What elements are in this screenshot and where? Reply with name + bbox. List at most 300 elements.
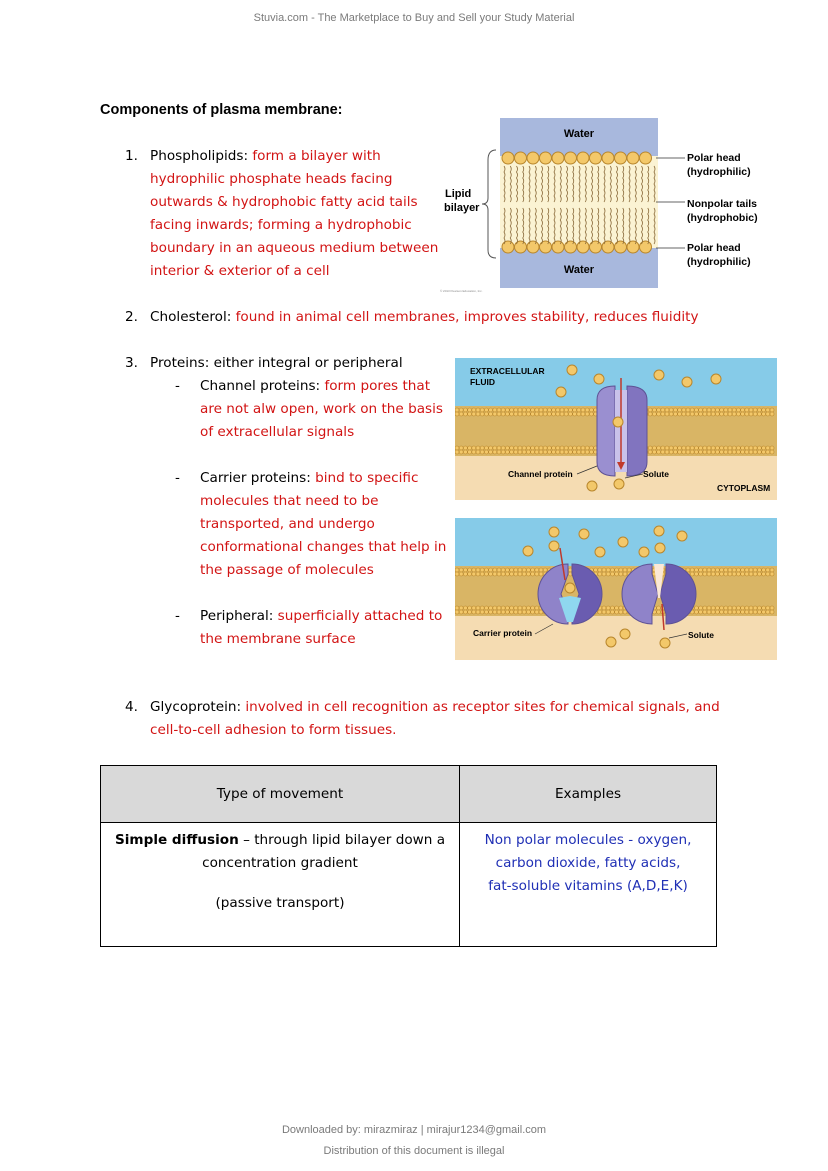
- phospholipid-head: [510, 610, 514, 614]
- phospholipid-head: [703, 610, 707, 614]
- phospholipid-head: [762, 572, 766, 576]
- phospholipid-head: [753, 446, 757, 450]
- phospholipid-head: [463, 408, 467, 412]
- phospholipid-head: [540, 241, 552, 253]
- phospholipid-head: [757, 446, 761, 450]
- phospholipid-head: [715, 450, 719, 454]
- phospholipid-head: [711, 572, 715, 576]
- phospholipid-head: [459, 610, 463, 614]
- solute-label-channel: Solute: [643, 469, 669, 479]
- phospholipid-head: [522, 610, 526, 614]
- movement-table: [100, 765, 717, 947]
- phospholipid-head: [736, 572, 740, 576]
- phospholipid-head: [610, 568, 614, 572]
- phospholipid-head: [686, 446, 690, 450]
- phospholipid-head: [711, 610, 715, 614]
- phospholipid-head: [484, 412, 488, 416]
- phospholipid-head: [515, 241, 527, 253]
- phospholipid-head: [749, 568, 753, 572]
- item-4-glycoprotein: Glycoprotein: involved in cell recognition as receptor sites for chemical signals, and cell-to-cell adhesion to form tissues.: [150, 699, 720, 738]
- phospholipid-head: [489, 572, 493, 576]
- phospholipid-head: [455, 446, 459, 450]
- phospholipid-head: [476, 568, 480, 572]
- phospholipid-head: [661, 412, 665, 416]
- header-examples: Examples: [460, 766, 717, 823]
- phospholipid-head: [741, 610, 745, 614]
- phospholipid-head: [686, 568, 690, 572]
- phospholipid-head: [539, 568, 543, 572]
- phospholipid-head: [502, 241, 514, 253]
- phospholipid-head: [699, 408, 703, 412]
- phospholipid-head: [627, 568, 631, 572]
- phospholipid-head: [711, 408, 715, 412]
- phospholipid-head: [468, 408, 472, 412]
- phospholipid-head: [745, 408, 749, 412]
- phospholipid-head: [749, 408, 753, 412]
- phospholipid-head: [531, 446, 535, 450]
- water-top-label: Water: [563, 128, 595, 140]
- phospholipid-head: [535, 572, 539, 576]
- phospholipid-head: [661, 450, 665, 454]
- phospholipid-head: [526, 572, 530, 576]
- phospholipid-head: [568, 408, 572, 412]
- phospholipid-head: [505, 412, 509, 416]
- phospholipid-head: [753, 572, 757, 576]
- phospholipid-head: [728, 412, 732, 416]
- phospholipid-head: [540, 152, 552, 164]
- phospholipid-head: [699, 412, 703, 416]
- phospholipid-head: [560, 408, 564, 412]
- phospholipid-head: [501, 446, 505, 450]
- phospholipid-head: [573, 408, 577, 412]
- phospholipid-head: [514, 572, 518, 576]
- phospholipid-head: [732, 572, 736, 576]
- phospholipid-head: [497, 572, 501, 576]
- phospholipid-head: [476, 572, 480, 576]
- phospholipid-head: [690, 412, 694, 416]
- phospholipid-head: [707, 446, 711, 450]
- phospholipid-head: [489, 568, 493, 572]
- phospholipid-head: [669, 446, 673, 450]
- phospholipid-head: [606, 610, 610, 614]
- phospholipid-head: [610, 610, 614, 614]
- phospholipid-head: [510, 412, 514, 416]
- phospholipid-head: [766, 446, 770, 450]
- phospholipid-head: [665, 446, 669, 450]
- phospholipid-head: [543, 408, 547, 412]
- phospholipid-head: [484, 572, 488, 576]
- phospholipid-head: [720, 446, 724, 450]
- phospholipid-head: [745, 572, 749, 576]
- phospholipid-head: [577, 408, 581, 412]
- phospholipid-head: [515, 152, 527, 164]
- phospholipid-head: [518, 450, 522, 454]
- phospholipid-head: [657, 610, 661, 614]
- phospholipid-head: [770, 408, 774, 412]
- phospholipid-head: [686, 408, 690, 412]
- phospholipid-head: [468, 606, 472, 610]
- phospholipid-head: [493, 408, 497, 412]
- phospholipid-head: [711, 412, 715, 416]
- phospholipid-head: [472, 572, 476, 576]
- item-1-label: Phospholipids:: [150, 148, 253, 164]
- phospholipid-head: [673, 412, 677, 416]
- phospholipid-head: [724, 408, 728, 412]
- phospholipid-head: [501, 412, 505, 416]
- cytoplasm-label: CYTOPLASM: [717, 483, 771, 493]
- phospholipid-head: [480, 572, 484, 576]
- phospholipid-head: [472, 446, 476, 450]
- phospholipid-head: [707, 412, 711, 416]
- phospholipid-head: [770, 606, 774, 610]
- phospholipid-head: [741, 446, 745, 450]
- phospholipid-head: [568, 450, 572, 454]
- phospholipid-head: [757, 572, 761, 576]
- phospholipid-head: [501, 568, 505, 572]
- peripheral-dash: -: [175, 608, 180, 624]
- phospholipid-head: [707, 610, 711, 614]
- phospholipid-head: [699, 606, 703, 610]
- phospholipid-head: [741, 606, 745, 610]
- phospholipid-head: [489, 610, 493, 614]
- phospholipid-head: [468, 568, 472, 572]
- phospholipid-head: [619, 606, 623, 610]
- phospholipid-head: [602, 610, 606, 614]
- phospholipid-head: [594, 568, 598, 572]
- phospholipid-head: [598, 610, 602, 614]
- phospholipid-head: [652, 408, 656, 412]
- carrier-proteins-text: Carrier proteins: bind to specific molecules that need to be transported, and undergo conformational changes that help in the passage of molecules: [200, 470, 447, 578]
- phospholipid-head: [539, 408, 543, 412]
- phospholipid-head: [556, 408, 560, 412]
- phospholipid-head: [690, 568, 694, 572]
- phospholipid-head: [749, 572, 753, 576]
- phospholipid-head: [585, 450, 589, 454]
- phospholipid-head: [527, 152, 539, 164]
- footer-distribution: Distribution of this document is illegal: [323, 1145, 505, 1157]
- phospholipid-head: [640, 241, 652, 253]
- phospholipid-head: [757, 450, 761, 454]
- phospholipid-head: [762, 610, 766, 614]
- phospholipid-head: [468, 412, 472, 416]
- phospholipid-head: [518, 412, 522, 416]
- phospholipid-head: [661, 408, 665, 412]
- phospholipid-head: [505, 606, 509, 610]
- phospholipid-head: [459, 568, 463, 572]
- phospholipid-head: [552, 152, 564, 164]
- phospholipid-head: [753, 610, 757, 614]
- phospholipid-head: [741, 568, 745, 572]
- phospholipid-head: [757, 568, 761, 572]
- phospholipid-head: [493, 446, 497, 450]
- phospholipid-head: [522, 446, 526, 450]
- phospholipid-head: [728, 408, 732, 412]
- phospholipid-head: [715, 446, 719, 450]
- phospholipid-head: [652, 412, 656, 416]
- phospholipid-head: [573, 446, 577, 450]
- phospholipid-head: [720, 606, 724, 610]
- phospholipid-head: [489, 450, 493, 454]
- svg-text:(hydrophobic): (hydrophobic): [687, 212, 758, 224]
- simple-diffusion-examples: Non polar molecules - oxygen, carbon dioxide, fatty acids, fat-soluble vitamins (A,D,E,K): [460, 823, 717, 947]
- phospholipid-head: [526, 446, 530, 450]
- phospholipid-head: [497, 446, 501, 450]
- phospholipid-head: [766, 450, 770, 454]
- phospholipid-head: [497, 450, 501, 454]
- phospholipid-head: [526, 450, 530, 454]
- phospholipid-head: [682, 446, 686, 450]
- phospholipid-head: [581, 446, 585, 450]
- phospholipid-head: [652, 446, 656, 450]
- phospholipid-head: [568, 412, 572, 416]
- phospholipid-head: [652, 450, 656, 454]
- phospholipid-head: [615, 241, 627, 253]
- phospholipid-head: [531, 408, 535, 412]
- phospholipid-head: [484, 568, 488, 572]
- phospholipid-bilayer-figure: [440, 116, 770, 296]
- phospholipid-head: [581, 408, 585, 412]
- phospholipid-head: [770, 446, 774, 450]
- phospholipid-head: [463, 412, 467, 416]
- phospholipid-head: [741, 412, 745, 416]
- phospholipid-head: [732, 408, 736, 412]
- phospholipid-head: [497, 610, 501, 614]
- phospholipid-head: [459, 606, 463, 610]
- phospholipid-head: [463, 606, 467, 610]
- phospholipid-head: [766, 606, 770, 610]
- phospholipid-head: [568, 446, 572, 450]
- phospholipid-head: [539, 572, 543, 576]
- phospholipid-head: [732, 446, 736, 450]
- extracellular-label: EXTRACELLULAR: [470, 366, 545, 376]
- phospholipid-head: [476, 606, 480, 610]
- phospholipid-head: [459, 412, 463, 416]
- phospholipid-head: [590, 241, 602, 253]
- phospholipid-head: [715, 408, 719, 412]
- phospholipid-head: [531, 568, 535, 572]
- phospholipid-head: [766, 568, 770, 572]
- carrier-protein-figure: [455, 518, 777, 660]
- channel-protein-label: Channel protein: [508, 469, 573, 479]
- phospholipid-head: [745, 568, 749, 572]
- phospholipid-head: [648, 450, 652, 454]
- phospholipid-head: [707, 450, 711, 454]
- phospholipid-head: [539, 446, 543, 450]
- phospholipid-head: [472, 606, 476, 610]
- phospholipid-head: [543, 412, 547, 416]
- phospholipid-head: [531, 450, 535, 454]
- phospholipid-head: [543, 446, 547, 450]
- phospholipid-head: [720, 568, 724, 572]
- phospholipid-head: [463, 450, 467, 454]
- phospholipid-head: [463, 446, 467, 450]
- phospholipid-head: [577, 241, 589, 253]
- phospholipid-head: [749, 450, 753, 454]
- phospholipid-head: [493, 572, 497, 576]
- phospholipid-head: [531, 572, 535, 576]
- phospholipid-head: [484, 446, 488, 450]
- phospholipid-head: [552, 450, 556, 454]
- phospholipid-head: [505, 572, 509, 576]
- phospholipid-head: [732, 568, 736, 572]
- item-3-number: 3.: [125, 355, 138, 371]
- phospholipid-head: [707, 408, 711, 412]
- phospholipid-head: [564, 450, 568, 454]
- phospholipid-head: [472, 412, 476, 416]
- phospholipid-head: [694, 572, 698, 576]
- phospholipid-head: [598, 572, 602, 576]
- phospholipid-head: [736, 446, 740, 450]
- phospholipid-head: [590, 152, 602, 164]
- phospholipid-head: [577, 450, 581, 454]
- phospholipid-head: [560, 450, 564, 454]
- phospholipid-head: [535, 446, 539, 450]
- channel-proteins-text: Channel proteins: form pores that are not alw open, work on the basis of extracellular signals: [200, 378, 444, 440]
- phospholipid-head: [535, 610, 539, 614]
- phospholipid-head: [489, 412, 493, 416]
- polar-head-top-label: Polar head: [687, 152, 741, 164]
- phospholipid-head: [484, 450, 488, 454]
- phospholipid-head: [619, 610, 623, 614]
- phospholipid-head: [682, 450, 686, 454]
- phospholipid-head: [463, 610, 467, 614]
- phospholipid-head: [762, 606, 766, 610]
- phospholipid-head: [476, 450, 480, 454]
- phospholipid-head: [615, 568, 619, 572]
- phospholipid-head: [514, 446, 518, 450]
- phospholipid-head: [552, 241, 564, 253]
- phospholipid-head: [615, 152, 627, 164]
- phospholipid-head: [514, 408, 518, 412]
- phospholipid-head: [753, 412, 757, 416]
- phospholipid-head: [724, 412, 728, 416]
- phospholipid-head: [606, 572, 610, 576]
- phospholipid-head: [762, 408, 766, 412]
- phospholipid-head: [766, 412, 770, 416]
- phospholipid-head: [526, 408, 530, 412]
- item-2-cholesterol: Cholesterol: found in animal cell membranes, improves stability, reduces fluidity: [150, 309, 699, 325]
- phospholipid-head: [724, 610, 728, 614]
- phospholipid-head: [552, 408, 556, 412]
- phospholipid-head: [531, 610, 535, 614]
- phospholipid-head: [741, 450, 745, 454]
- phospholipid-head: [673, 408, 677, 412]
- footer-downloaded: Downloaded by: mirazmiraz | mirajur1234@gmail.com: [281, 1124, 547, 1136]
- phospholipid-head: [556, 446, 560, 450]
- phospholipid-head: [526, 610, 530, 614]
- phospholipid-head: [745, 446, 749, 450]
- phospholipid-head: [518, 610, 522, 614]
- phospholipid-head: [476, 446, 480, 450]
- phospholipid-head: [480, 606, 484, 610]
- phospholipid-head: [627, 241, 639, 253]
- phospholipid-head: [766, 572, 770, 576]
- phospholipid-head: [547, 408, 551, 412]
- phospholipid-head: [505, 408, 509, 412]
- phospholipid-head: [728, 446, 732, 450]
- phospholipid-head: [610, 572, 614, 576]
- phospholipid-head: [648, 446, 652, 450]
- phospholipid-head: [547, 446, 551, 450]
- phospholipid-head: [732, 610, 736, 614]
- phospholipid-head: [736, 408, 740, 412]
- phospholipid-head: [522, 408, 526, 412]
- phospholipid-head: [669, 412, 673, 416]
- phospholipid-head: [707, 606, 711, 610]
- phospholipid-head: [476, 412, 480, 416]
- phospholipid-head: [472, 568, 476, 572]
- phospholipid-head: [560, 446, 564, 450]
- phospholipid-head: [753, 568, 757, 572]
- phospholipid-head: [690, 450, 694, 454]
- phospholipid-head: [476, 408, 480, 412]
- item-3-proteins: Proteins: either integral or peripheral: [150, 355, 403, 371]
- phospholipid-head: [472, 450, 476, 454]
- phospholipid-head: [459, 450, 463, 454]
- section-title: Components of plasma membrane:: [100, 102, 343, 118]
- phospholipid-head: [732, 450, 736, 454]
- phospholipid-head: [535, 606, 539, 610]
- phospholipid-head: [720, 610, 724, 614]
- phospholipid-head: [501, 450, 505, 454]
- phospholipid-head: [762, 446, 766, 450]
- phospholipid-head: [703, 446, 707, 450]
- phospholipid-head: [459, 572, 463, 576]
- header-type-of-movement: Type of movement: [101, 766, 460, 823]
- phospholipid-head: [573, 412, 577, 416]
- phospholipid-head: [690, 446, 694, 450]
- phospholipid-head: [505, 610, 509, 614]
- phospholipid-head: [468, 610, 472, 614]
- phospholipid-head: [589, 450, 593, 454]
- phospholipid-head: [484, 610, 488, 614]
- water-bottom-label: Water: [563, 264, 595, 276]
- phospholipid-head: [510, 572, 514, 576]
- phospholipid-head: [522, 606, 526, 610]
- phospholipid-head: [589, 408, 593, 412]
- phospholipid-head: [602, 568, 606, 572]
- phospholipid-head: [501, 610, 505, 614]
- phospholipid-head: [678, 408, 682, 412]
- phospholipid-head: [703, 568, 707, 572]
- phospholipid-head: [606, 606, 610, 610]
- phospholipid-head: [463, 568, 467, 572]
- phospholipid-head: [724, 446, 728, 450]
- phospholipid-head: [673, 446, 677, 450]
- phospholipid-head: [753, 408, 757, 412]
- phospholipid-head: [493, 606, 497, 610]
- phospholipid-head: [472, 610, 476, 614]
- phospholipid-head: [547, 450, 551, 454]
- phospholipid-head: [724, 606, 728, 610]
- phospholipid-head: [463, 572, 467, 576]
- phospholipid-head: [619, 572, 623, 576]
- phospholipid-head: [678, 412, 682, 416]
- phospholipid-head: [770, 610, 774, 614]
- phospholipid-head: [720, 572, 724, 576]
- phospholipid-head: [703, 606, 707, 610]
- phospholipid-head: [715, 572, 719, 576]
- phospholipid-head: [510, 606, 514, 610]
- phospholipid-head: [615, 610, 619, 614]
- phospholipid-head: [489, 408, 493, 412]
- phospholipid-head: [753, 606, 757, 610]
- phospholipid-head: [539, 412, 543, 416]
- phospholipid-head: [711, 446, 715, 450]
- phospholipid-head: [694, 450, 698, 454]
- phospholipid-head: [715, 568, 719, 572]
- phospholipid-head: [505, 568, 509, 572]
